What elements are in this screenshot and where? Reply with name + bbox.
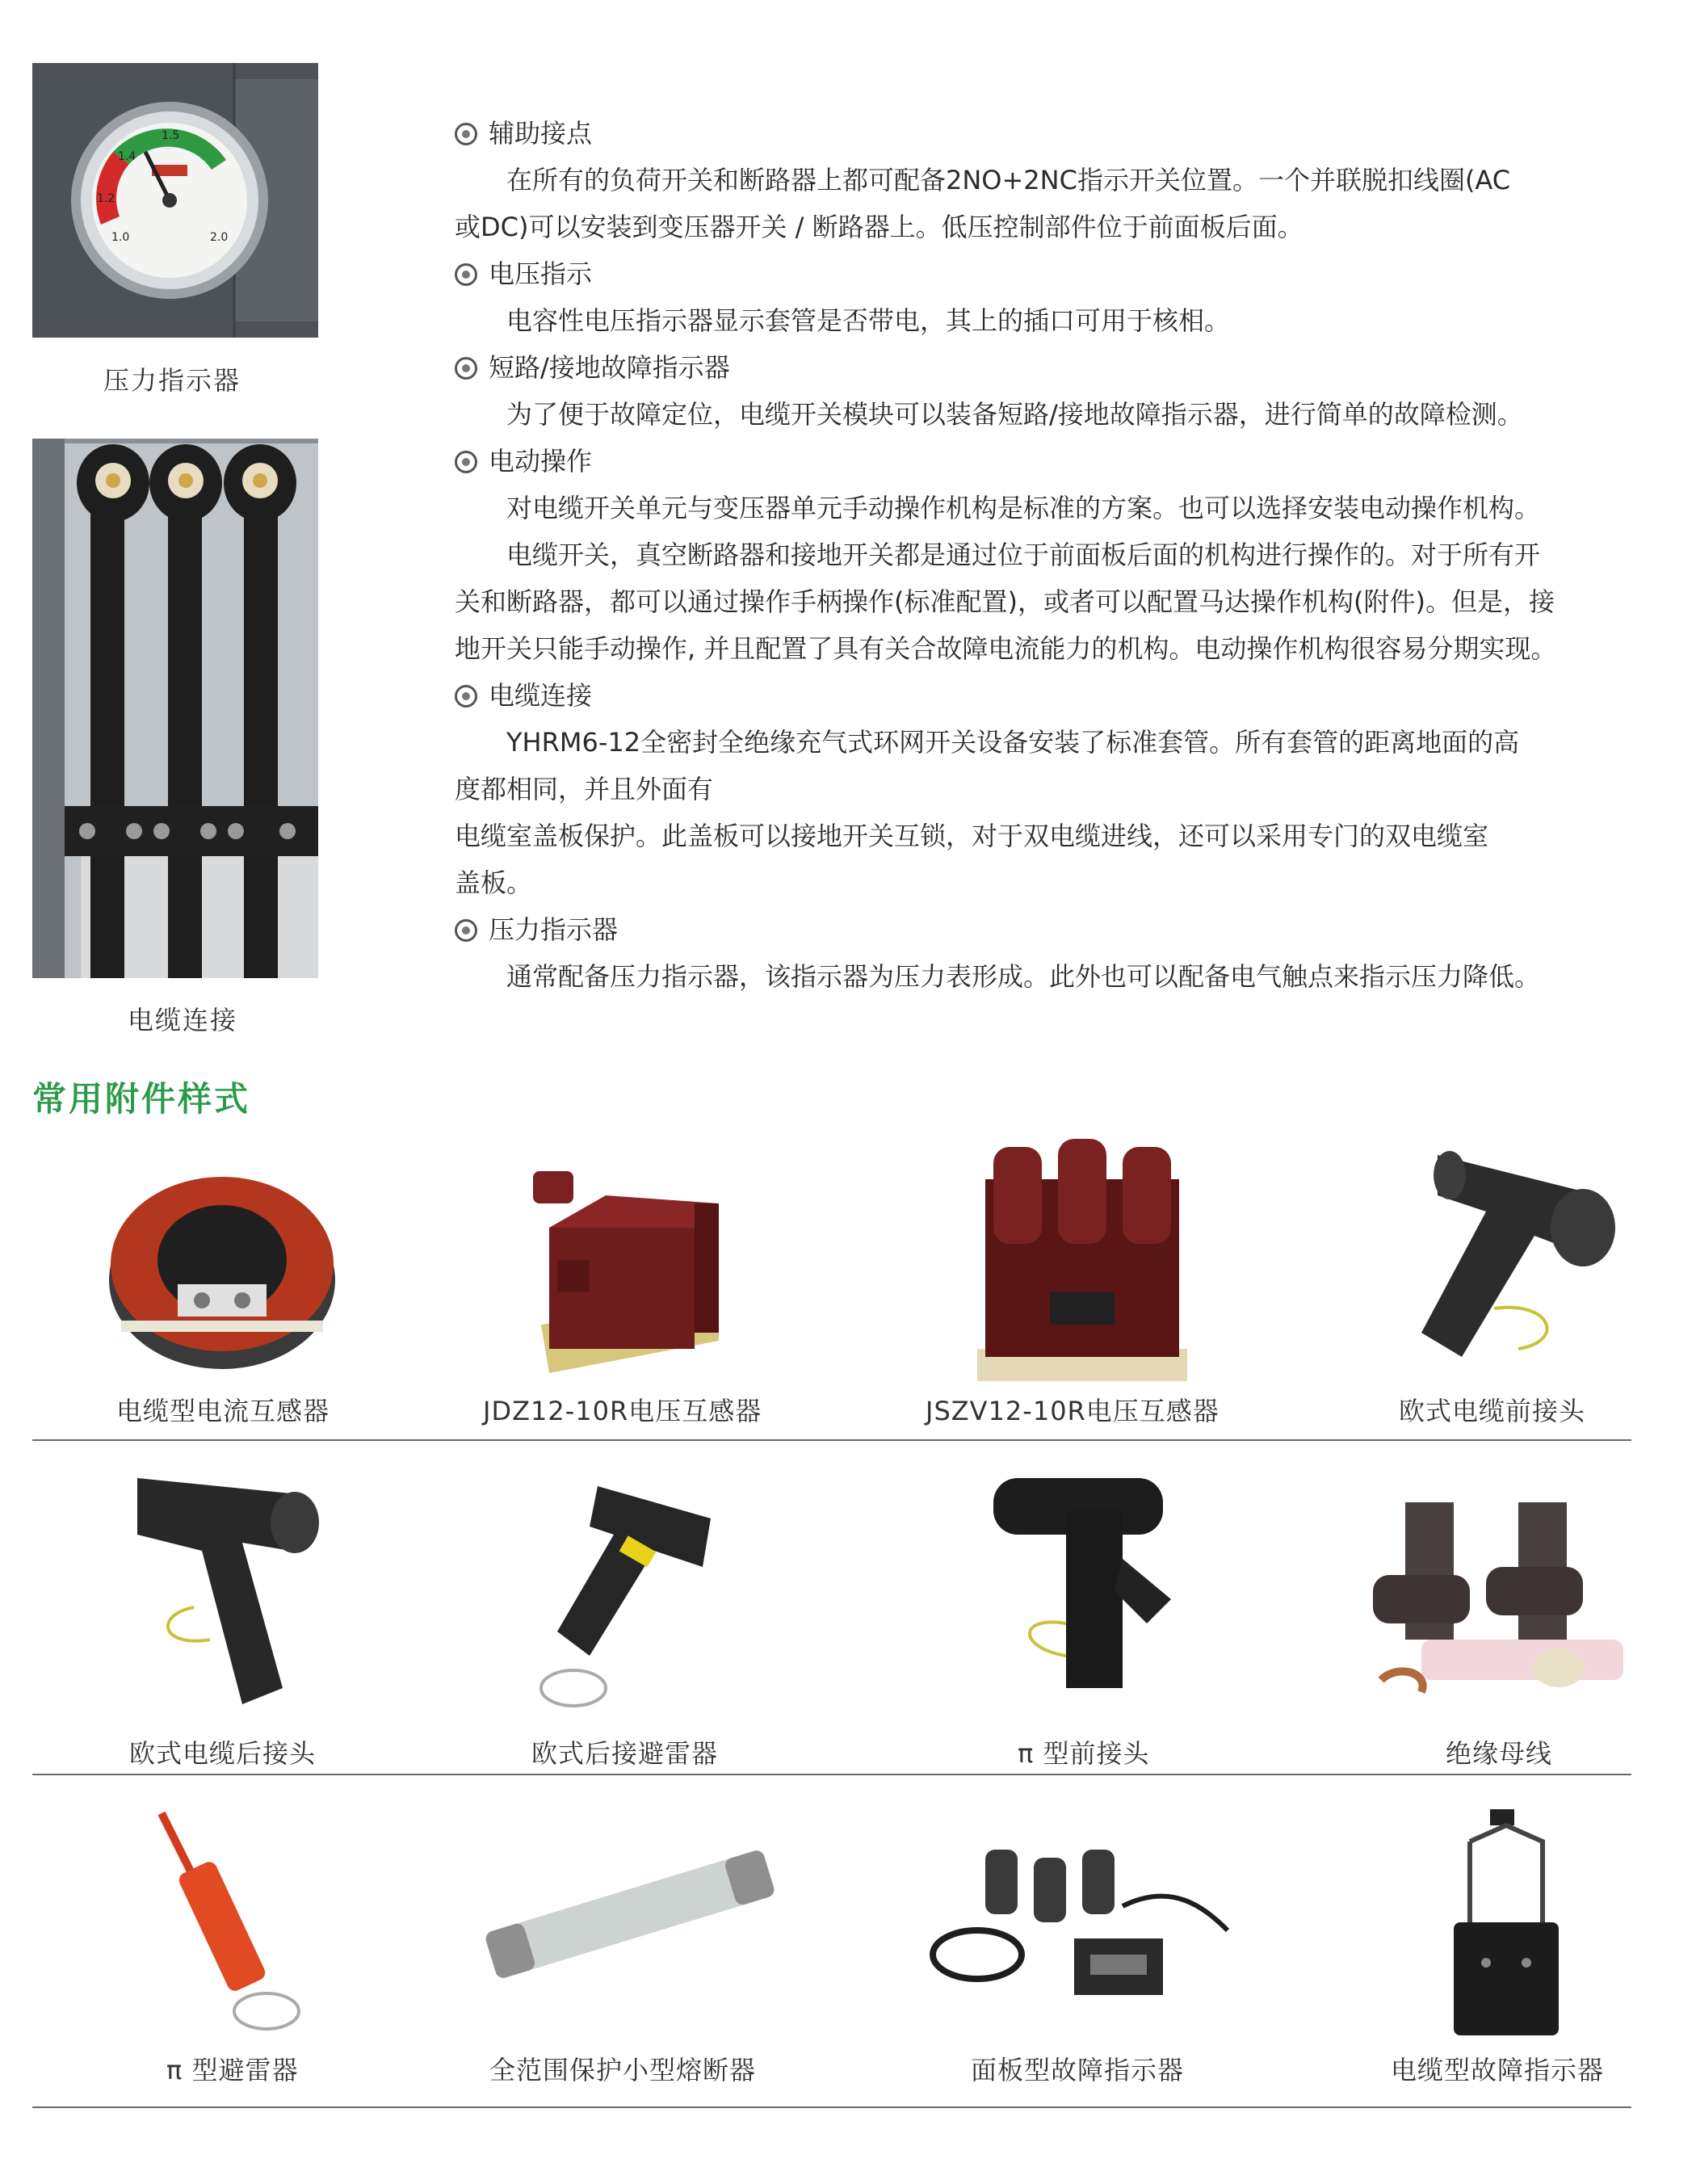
panel-fault-indicator-illustration xyxy=(929,1817,1236,2019)
pi-arrester-image xyxy=(145,1805,331,2039)
section-heading xyxy=(455,438,1650,485)
mini-fuse-image xyxy=(476,1825,783,2003)
euro-front-connector-illustration xyxy=(1389,1139,1631,1381)
circle-bullet-icon xyxy=(455,123,477,145)
row-divider xyxy=(32,1774,1631,1775)
paragraph: 通常配备压力指示器，该指示器为压力表形成。此外也可以配备电气触点来指示压力降低。 xyxy=(506,961,1541,992)
caption-pi-front-connector: π 型前接头 xyxy=(1018,1738,1150,1769)
caption-euro-front-connector: 欧式电缆前接头 xyxy=(1399,1396,1586,1426)
gauge-number: 1.4 xyxy=(118,150,136,163)
section-title-aux-contact: 辅助接点 xyxy=(489,118,593,149)
jszv12-vt-image xyxy=(961,1131,1203,1389)
pressure-gauge-illustration xyxy=(32,63,318,338)
paragraph: 度都相同，并且外面有 xyxy=(455,774,714,804)
section-title-motor-operation: 电动操作 xyxy=(489,446,593,477)
section-heading xyxy=(455,344,1650,391)
paragraph: 电缆室盖板保护。此盖板可以接地开关互锁，对于双电缆进线，还可以采用专门的双电缆室 xyxy=(455,821,1489,851)
cable-ct-image xyxy=(105,1139,339,1381)
pressure-gauge-photo xyxy=(32,63,318,338)
section-title-cable-connection: 电缆连接 xyxy=(489,680,593,711)
specification-text xyxy=(455,110,1650,1000)
paragraph: 电容性电压指示器显示套管是否带电，其上的插口可用于核相。 xyxy=(506,305,1231,336)
insulated-busbar-image xyxy=(1373,1502,1639,1712)
caption-panel-fault-indicator: 面板型故障指示器 xyxy=(971,2055,1185,2085)
circle-bullet-icon xyxy=(455,451,477,473)
row-divider xyxy=(32,1439,1631,1441)
pi-front-connector-illustration xyxy=(985,1462,1179,1720)
caption-euro-rear-connector: 欧式电缆后接头 xyxy=(129,1738,317,1769)
section-heading xyxy=(455,110,1650,157)
caption-jszv12-vt: JSZV12-10R电压互感器 xyxy=(926,1396,1220,1426)
gauge-number: 2.0 xyxy=(210,231,229,244)
gauge-number: 1.5 xyxy=(162,129,180,142)
cable-photo-caption: 电缆连接 xyxy=(128,1005,238,1035)
jdz12-vt-image xyxy=(517,1139,743,1381)
mini-fuse-illustration xyxy=(476,1825,783,2003)
panel-fault-indicator-image xyxy=(929,1817,1236,2019)
section-title-pressure-indicator: 压力指示器 xyxy=(489,914,619,945)
gauge-photo-caption: 压力指示器 xyxy=(103,365,241,396)
accessories-title: 常用附件样式 xyxy=(32,1079,251,1119)
euro-rear-arrester-illustration xyxy=(533,1462,735,1720)
section-heading xyxy=(455,250,1650,297)
caption-insulated-busbar: 绝缘母线 xyxy=(1446,1738,1553,1769)
paragraph: 为了便于故障定位，电缆开关模块可以装备短路/接地故障指示器，进行简单的故障检测。 xyxy=(506,399,1523,430)
section-heading xyxy=(455,906,1650,953)
caption-cable-fault-indicator: 电缆型故障指示器 xyxy=(1391,2055,1605,2085)
row-divider xyxy=(32,2106,1631,2108)
paragraph: 关和断路器，都可以通过操作手柄操作(标准配置)，或者可以配置马达操作机构(附件)。但是，接 xyxy=(455,586,1555,617)
caption-cable-ct: 电缆型电流互感器 xyxy=(116,1396,330,1426)
pi-arrester-illustration xyxy=(145,1805,331,2039)
pi-front-connector-image xyxy=(985,1462,1179,1720)
section-heading xyxy=(455,672,1650,719)
circle-bullet-icon xyxy=(455,919,477,942)
paragraph: 地开关只能手动操作, 并且配置了具有关合故障电流能力的机构。电动操作机构很容易分期实现。 xyxy=(455,633,1557,664)
paragraph: 或DC)可以安装到变压器开关 / 断路器上。低压控制部件位于前面板后面。 xyxy=(455,212,1303,242)
section-title-fault-indicator: 短路/接地故障指示器 xyxy=(489,352,730,383)
euro-rear-connector-illustration xyxy=(121,1462,339,1720)
circle-bullet-icon xyxy=(455,263,477,286)
insulated-busbar-illustration xyxy=(1373,1502,1639,1712)
cable-fault-indicator-image xyxy=(1446,1809,1567,2043)
paragraph: 电缆开关，真空断路器和接地开关都是通过位于前面板后面的机构进行操作的。对于所有开 xyxy=(506,540,1541,570)
jszv12-vt-illustration xyxy=(961,1131,1203,1389)
paragraph: 在所有的负荷开关和断路器上都可配备2NO+2NC指示开关位置。一个并联脱扣线圈(AC xyxy=(506,165,1511,195)
euro-front-connector-image xyxy=(1389,1139,1631,1381)
paragraph: 盖板。 xyxy=(455,867,533,898)
caption-pi-arrester: π 型避雷器 xyxy=(166,2055,299,2085)
euro-rear-arrester-image xyxy=(533,1462,735,1720)
gauge-number: 1.0 xyxy=(111,231,130,244)
cable-connection-photo xyxy=(32,439,318,978)
euro-rear-connector-image xyxy=(121,1462,339,1720)
caption-euro-rear-arrester: 欧式后接避雷器 xyxy=(531,1738,719,1769)
caption-mini-fuse: 全范围保护小型熔断器 xyxy=(489,2055,757,2085)
circle-bullet-icon xyxy=(455,357,477,380)
jdz12-vt-illustration xyxy=(517,1139,743,1381)
cable-connection-illustration xyxy=(32,439,318,978)
cable-ct-illustration xyxy=(105,1139,339,1381)
circle-bullet-icon xyxy=(455,685,477,708)
cable-fault-indicator-illustration xyxy=(1446,1809,1567,2043)
paragraph: 对电缆开关单元与变压器单元手动操作机构是标准的方案。也可以选择安装电动操作机构。 xyxy=(506,493,1541,523)
gauge-number: 1.2 xyxy=(97,192,115,205)
caption-jdz12-vt: JDZ12-10R电压互感器 xyxy=(483,1396,762,1426)
paragraph: YHRM6-12全密封全绝缘充气式环网开关设备安装了标准套管。所有套管的距离地面的高 xyxy=(506,727,1520,758)
section-title-voltage-indication: 电压指示 xyxy=(489,258,593,289)
